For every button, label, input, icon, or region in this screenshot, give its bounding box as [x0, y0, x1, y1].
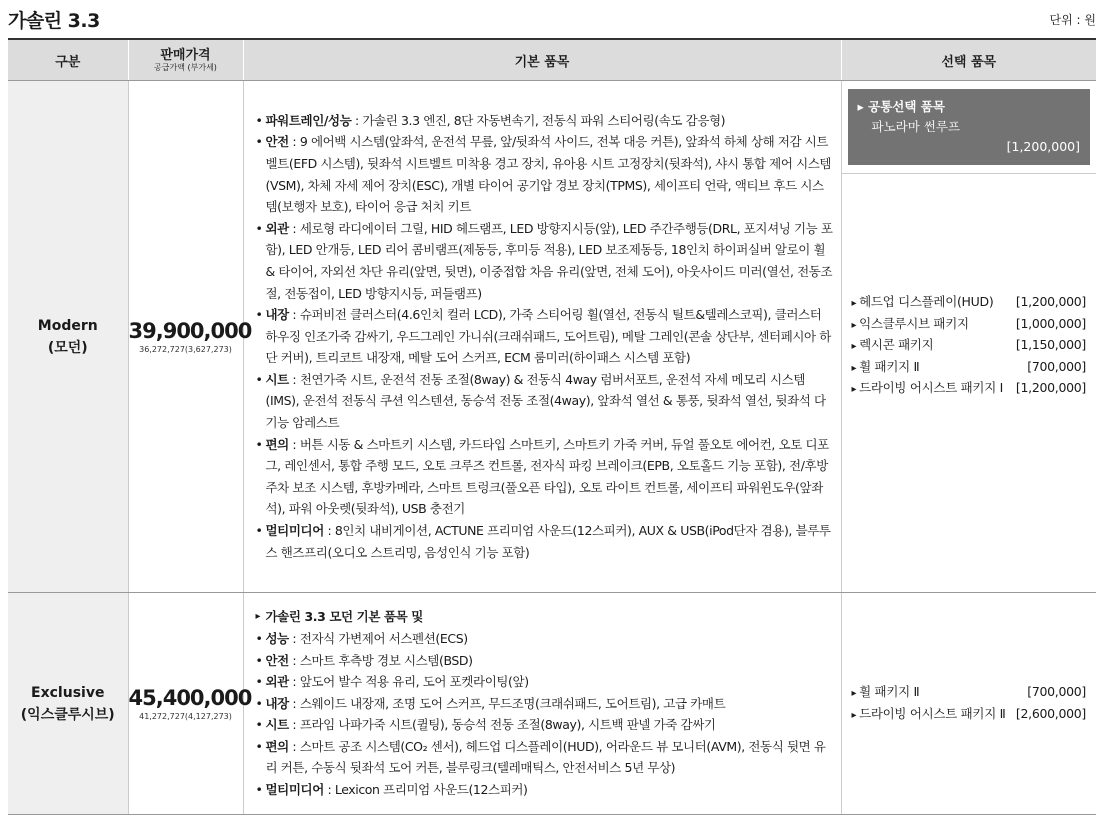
supply-price: 41,272,727(4,127,273) [139, 711, 232, 721]
list-item: • 외관 : 앞도어 발수 적용 유리, 도어 포켓라이팅(앞) [256, 671, 835, 693]
grade-name-en: Modern [37, 317, 98, 334]
option-item: ▸ 렉시콘 패키지 [1,150,000] [852, 335, 1087, 357]
option-list [842, 682, 1097, 725]
common-option-title: ▸ 공통선택 품목 [857, 99, 945, 114]
grade-cell [8, 593, 128, 815]
grade-cell [8, 81, 128, 593]
option-list [842, 292, 1097, 400]
common-option-box [848, 89, 1091, 165]
option-item: ▸ 익스클루시브 패키지 [1,000,000] [852, 314, 1087, 336]
option-cell [841, 593, 1096, 815]
option-cell [841, 81, 1096, 593]
page-title: 가솔린 3.3 [8, 10, 100, 32]
list-item: • 편의 : 버튼 시동 & 스마트키 시스템, 카드타입 스마트키, 스마트키 가죽 커버, 듀얼 풀오토 에어컨, 오토 디포그, 레인센서, 통합 주행 모드, 오토 크루즈 컨트롤, 전자식 파킹 브레이크(EPB, 오토홀드 기능 포함), 전/후방 주차 보조 시스템, 후방카메라, 스마트 트렁크(풀오픈 타입), 오토 라이트 컨트롤, 세이프티 파워윈도우(앞좌석), 파워 아웃렛(뒷좌석), USB 충전기 [256, 434, 835, 520]
header-basic: 기본 품목 [243, 39, 841, 81]
price-table [8, 38, 1096, 815]
table-row-exclusive [8, 593, 1096, 815]
basic-items-cell [243, 81, 841, 593]
grade-name-ko: (익스클루시브) [20, 706, 115, 723]
price-cell [128, 81, 252, 593]
option-item: ▸ 드라이빙 어시스트 패키지 Ⅰ [1,200,000] [852, 378, 1087, 400]
list-item: • 내장 : 스웨이드 내장재, 조명 도어 스커프, 무드조명(크래쉬패드, 도어트림), 고급 카매트 [256, 693, 835, 715]
supply-price: 36,272,727(3,627,273) [139, 344, 232, 354]
list-item: • 내장 : 슈퍼비전 클러스터(4.6인치 컬러 LCD), 가죽 스티어링 휠(열선, 전동식 틸트&텔레스코픽), 클러스터 하우징 인조가죽 감싸기, 우드그레인 가니쉬(크래쉬패드, 도어트림), 메탈 그레인(콘솔 상단부, 센터페시아 하단 커버), 트리코트 내장재, 메탈 도어 스커프, ECM 룸미러(하이패스 시스템 포함) [256, 304, 835, 369]
header-price-sub: 공급가액 (부가세) [154, 62, 217, 72]
header-grade: 구분 [8, 39, 128, 81]
list-item: • 멀티미디어 : 8인치 내비게이션, ACTUNE 프리미엄 사운드(12스피커), AUX & USB(iPod단자 겸용), 블루투스 핸즈프리(오디오 스트리밍, 음성인식 기능 포함) [256, 520, 835, 563]
table-header-row [8, 39, 1096, 81]
table-row-modern [8, 81, 1096, 593]
list-item: • 안전 : 9 에어백 시스템(앞좌석, 운전석 무릎, 앞/뒷좌석 사이드, 전복 대응 커튼), 앞좌석 하체 상해 저감 시트벨트(EFD 시스템), 뒷좌석 시트벨트 미착용 경고 장치, 유아용 시트 고정장치(뒷좌석), 샤시 통합 제어 시스템(VSM), 차체 자세 제어 장치(ESC), 개별 타이어 공기압 경보 장치(TPMS), 세이프티 언락, 액티브 후드 시스템(보행자 보호), 타이어 응급 처치 키트 [256, 131, 835, 217]
header-price [128, 39, 243, 81]
list-item: • 안전 : 스마트 후측방 경보 시스템(BSD) [256, 650, 835, 672]
sale-price: 39,900,000 [128, 318, 252, 343]
basic-items-cell [243, 593, 841, 815]
header-price-main: 판매가격 [160, 47, 211, 63]
list-item: • 멀티미디어 : Lexicon 프리미엄 사운드(12스피커) [256, 779, 835, 801]
list-item: • 시트 : 프라임 나파가죽 시트(퀼팅), 동승석 전동 조절(8way), 시트백 판넬 가죽 감싸기 [256, 714, 835, 736]
option-item: ▸ 헤드업 디스플레이(HUD) [1,200,000] [852, 292, 1087, 314]
list-item: • 시트 : 천연가죽 시트, 운전석 전동 조절(8way) & 전동식 4way 럼버서포트, 운전석 자세 메모리 시스템(IMS), 운전석 전동식 쿠션 익스텐션, 동승석 전동 조절(4way), 앞좌석 열선 & 통풍, 뒷좌석 열선, 뒷좌석 다기능 암레스트 [256, 369, 835, 434]
unit-label: 단위 : 원 [1049, 13, 1096, 27]
list-item: ▸ 가솔린 3.3 모던 기본 품목 및 [256, 606, 835, 628]
grade-name-en: Exclusive [31, 684, 105, 701]
list-item: • 편의 : 스마트 공조 시스템(CO₂ 센서), 헤드업 디스플레이(HUD), 어라운드 뷰 모니터(AVM), 전동식 뒷면 유리 커튼, 수동식 뒷좌석 도어 커튼, 블루링크(텔레매틱스, 안전서비스 5년 무상) [256, 736, 835, 779]
basic-items-list [256, 110, 835, 563]
common-option-price: [1,200,000] [1006, 139, 1080, 154]
price-cell [128, 593, 252, 815]
list-item: • 외관 : 세로형 라디에이터 그릴, HID 헤드램프, LED 방향지시등(앞), LED 주간주행등(DRL, 포지셔닝 기능 포함), LED 안개등, LED 리어 콤비램프(제동등, 후미등 적용), LED 보조제동등, 18인치 하이퍼실버 알로이 휠 & 타이어, 자외선 차단 유리(앞면, 뒷면), 이중접합 차음 유리(앞면, 전체 도어), 아웃사이드 미러(열선, 전동조절, 전동접이, LED 방향지시등, 퍼들램프) [256, 218, 835, 304]
common-option-item: 파노라마 썬루프 [871, 119, 960, 134]
sale-price: 45,400,000 [128, 685, 252, 710]
list-item: • 파워트레인/성능 : 가솔린 3.3 엔진, 8단 자동변속기, 전동식 파워 스티어링(속도 감응형) [256, 110, 835, 132]
option-item: ▸ 휠 패키지 Ⅱ [700,000] [852, 682, 1087, 704]
grade-name-ko: (모던) [47, 339, 88, 356]
header-option: 선택 품목 [841, 39, 1096, 81]
list-item: • 성능 : 전자식 가변제어 서스펜션(ECS) [256, 628, 835, 650]
basic-items-list [256, 606, 835, 800]
option-item: ▸ 휠 패키지 Ⅱ [700,000] [852, 357, 1087, 379]
option-item: ▸ 드라이빙 어시스트 패키지 Ⅱ [2,600,000] [852, 704, 1087, 726]
